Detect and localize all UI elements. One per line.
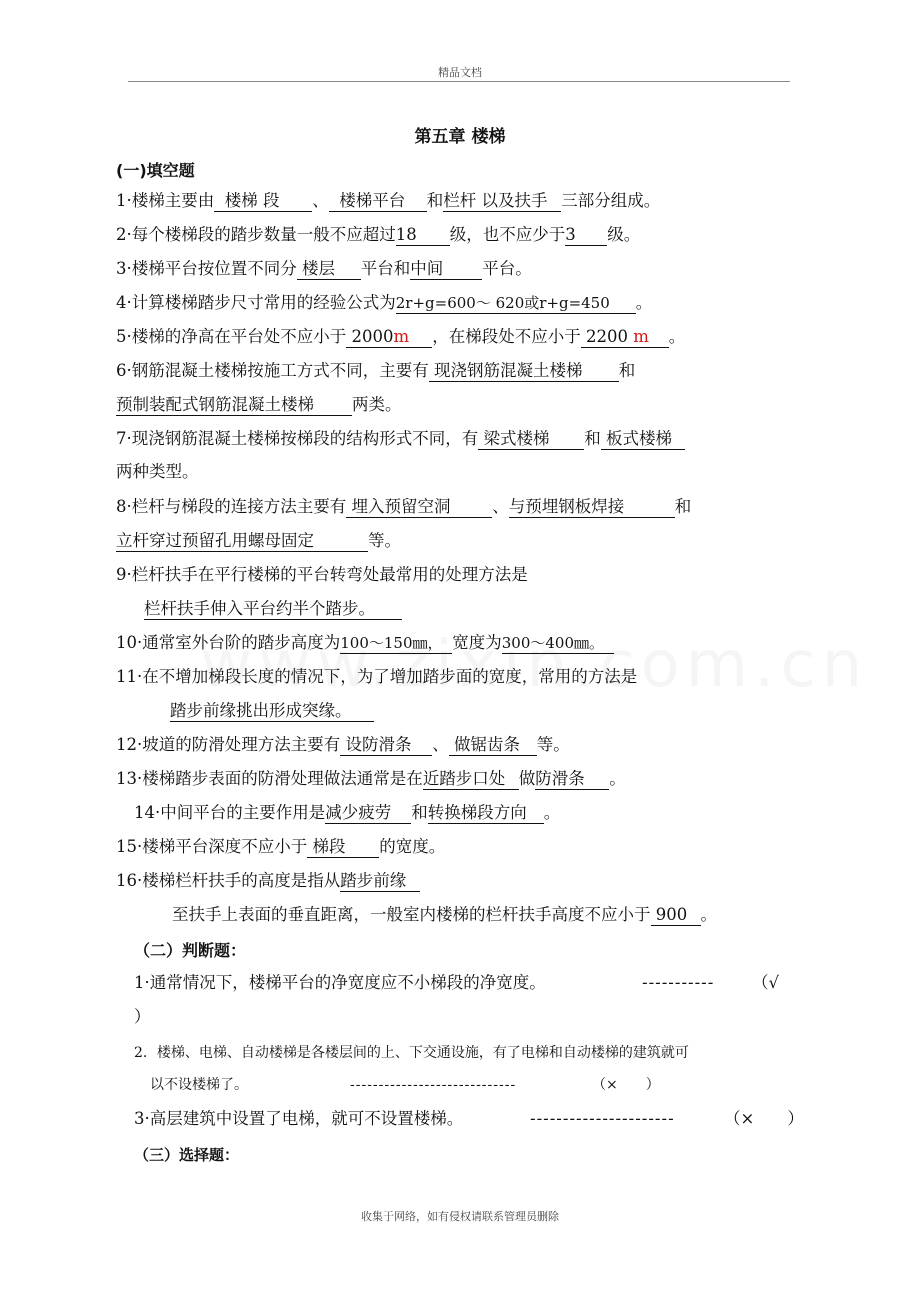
- answer-blank: 100～150㎜，: [340, 633, 452, 654]
- question-9-cont: [144, 598, 402, 620]
- answer-blank: 300～400㎜。: [502, 633, 614, 654]
- judgement-3: 3·高层建筑中设置了电梯，就可不设置楼梯。: [134, 1109, 464, 1128]
- question-16-cont: 至扶手上表面的垂直距离，一般室内楼梯的栏杆扶手高度不应小于 900 。: [172, 905, 717, 924]
- question-5: 5·楼梯的净高在平台处不应小于 2000m ，在梯段处不应小于 2200 m 。: [116, 327, 686, 346]
- answer-blank: 中间: [410, 259, 482, 280]
- question-13: 13·楼梯踏步表面的防滑处理做法通常是在近踏步口处 做防滑条 。: [116, 769, 626, 788]
- question-4: 4·计算楼梯踏步尺寸常用的经验公式为2r+g=600～ 620或r+g=450 。: [116, 293, 653, 312]
- question-11-cont: [170, 700, 374, 722]
- question-16: 16·楼梯栏杆扶手的高度是指从踏步前缘: [116, 870, 420, 892]
- chapter-title: 第五章 楼梯: [414, 127, 506, 147]
- page-header: 精品文档: [438, 66, 482, 79]
- question-14: 14·中间平台的主要作用是减少疲劳 和转换梯段方向 。: [134, 803, 561, 822]
- answer-blank: 900: [651, 905, 701, 926]
- answer-blank: 18: [396, 225, 450, 246]
- judgement-answer: （× ）: [724, 1109, 804, 1128]
- judgement-answer: （× ）: [592, 1077, 660, 1093]
- judgement-2: 2．楼梯、电梯、自动楼梯是各楼层间的上、下交通设施，有了电梯和自动楼梯的建筑就可: [134, 1045, 689, 1061]
- answer-blank: 2r+g=600～ 620或r+g=450: [396, 293, 636, 314]
- answer-blank: 楼梯 段: [214, 191, 312, 212]
- answer-blank: 现浇钢筋混凝土楼梯: [429, 361, 619, 382]
- answer-blank: 梯段: [307, 837, 379, 858]
- question-7-cont: 两种类型。: [116, 462, 199, 481]
- answer-blank: 近踏步口处: [423, 769, 519, 790]
- question-8-cont: 立杆穿过预留孔用螺母固定 等。: [116, 531, 401, 550]
- question-9: 9·栏杆扶手在平行楼梯的平台转弯处最常用的处理方法是: [116, 565, 528, 584]
- section-fill-blank-title: (一)填空题: [116, 161, 195, 180]
- answer-blank: 设防滑条: [340, 735, 432, 756]
- question-3: 3·楼梯平台按位置不同分 楼层 平台和中间 平台。: [116, 259, 532, 278]
- page-footer: 收集于网络，如有侵权请联系管理员删除: [361, 1210, 559, 1223]
- answer-blank: 转换梯段方向: [428, 803, 544, 824]
- answer-blank: 防滑条: [535, 769, 609, 790]
- dash-leader: -----------: [642, 973, 715, 992]
- answer-blank: 做锯齿条: [449, 735, 537, 756]
- judgement-answer-close: ）: [134, 1007, 151, 1026]
- question-2: 2·每个楼梯段的踏步数量一般不应超过18 级，也不应少于3 级。: [116, 225, 641, 244]
- judgement-1: 1·通常情况下，楼梯平台的净宽度应不小梯段的净宽度。: [134, 973, 546, 992]
- question-1: 1·楼梯主要由 楼梯 段 、 楼梯平台 和栏杆 以及扶手 三部分组成。: [116, 191, 661, 210]
- judgement-answer: （√: [752, 973, 780, 992]
- answer-blank: 楼梯平台: [329, 191, 427, 212]
- answer-blank: 栏杆 以及扶手: [443, 191, 561, 212]
- header-rule: [128, 81, 790, 82]
- answer-blank: 3: [565, 225, 607, 246]
- answer-blank: 立杆穿过预留孔用螺母固定: [116, 531, 368, 552]
- answer-blank: 2000m: [346, 327, 432, 348]
- dash-leader: -----------------------------: [350, 1077, 517, 1093]
- question-12: 12·坡道的防滑处理方法主要有 设防滑条 、 做锯齿条 等。: [116, 735, 570, 754]
- question-7: 7·现浇钢筋混凝土楼梯按梯段的结构形式不同，有 梁式楼梯 和 板式楼梯: [116, 428, 685, 450]
- answer-blank: 与预埋钢板焊接: [509, 497, 675, 518]
- question-6-cont: 预制装配式钢筋混凝土楼梯 两类。: [116, 395, 402, 414]
- answer-blank: 踏步前缘: [340, 871, 420, 892]
- question-8: 8·栏杆与梯段的连接方法主要有 埋入预留空洞 、与预埋钢板焊接 和: [116, 497, 692, 516]
- question-15: 15·楼梯平台深度不应小于 梯段 的宽度。: [116, 837, 446, 856]
- question-10: 10·通常室外台阶的踏步高度为100～150㎜， 宽度为300～400㎜。: [116, 632, 614, 654]
- answer-blank: 减少疲劳: [325, 803, 411, 824]
- section-true-false-title: （二）判断题：: [134, 941, 247, 960]
- answer-blank: 楼层: [297, 259, 361, 280]
- question-6: 6·钢筋混凝土楼梯按施工方式不同，主要有 现浇钢筋混凝土楼梯 和: [116, 361, 636, 380]
- answer-blank: 栏杆扶手伸入平台约半个踏步。: [144, 599, 402, 620]
- dash-leader: ----------------------: [530, 1109, 675, 1128]
- judgement-2-cont: 以不设楼梯了。: [150, 1077, 248, 1093]
- answer-blank: 2200 m: [581, 327, 669, 348]
- answer-blank: 埋入预留空洞: [346, 497, 492, 518]
- answer-blank: 板式楼梯: [601, 429, 685, 450]
- answer-blank: 预制装配式钢筋混凝土楼梯: [116, 395, 352, 416]
- question-11: 11·在不增加梯段长度的情况下，为了增加踏步面的宽度，常用的方法是: [116, 667, 638, 686]
- question-number: 1: [116, 191, 127, 210]
- answer-blank: 梁式楼梯: [478, 429, 584, 450]
- section-choice-title: （三）选择题：: [134, 1146, 240, 1164]
- answer-blank: 踏步前缘挑出形成突缘。: [170, 701, 374, 722]
